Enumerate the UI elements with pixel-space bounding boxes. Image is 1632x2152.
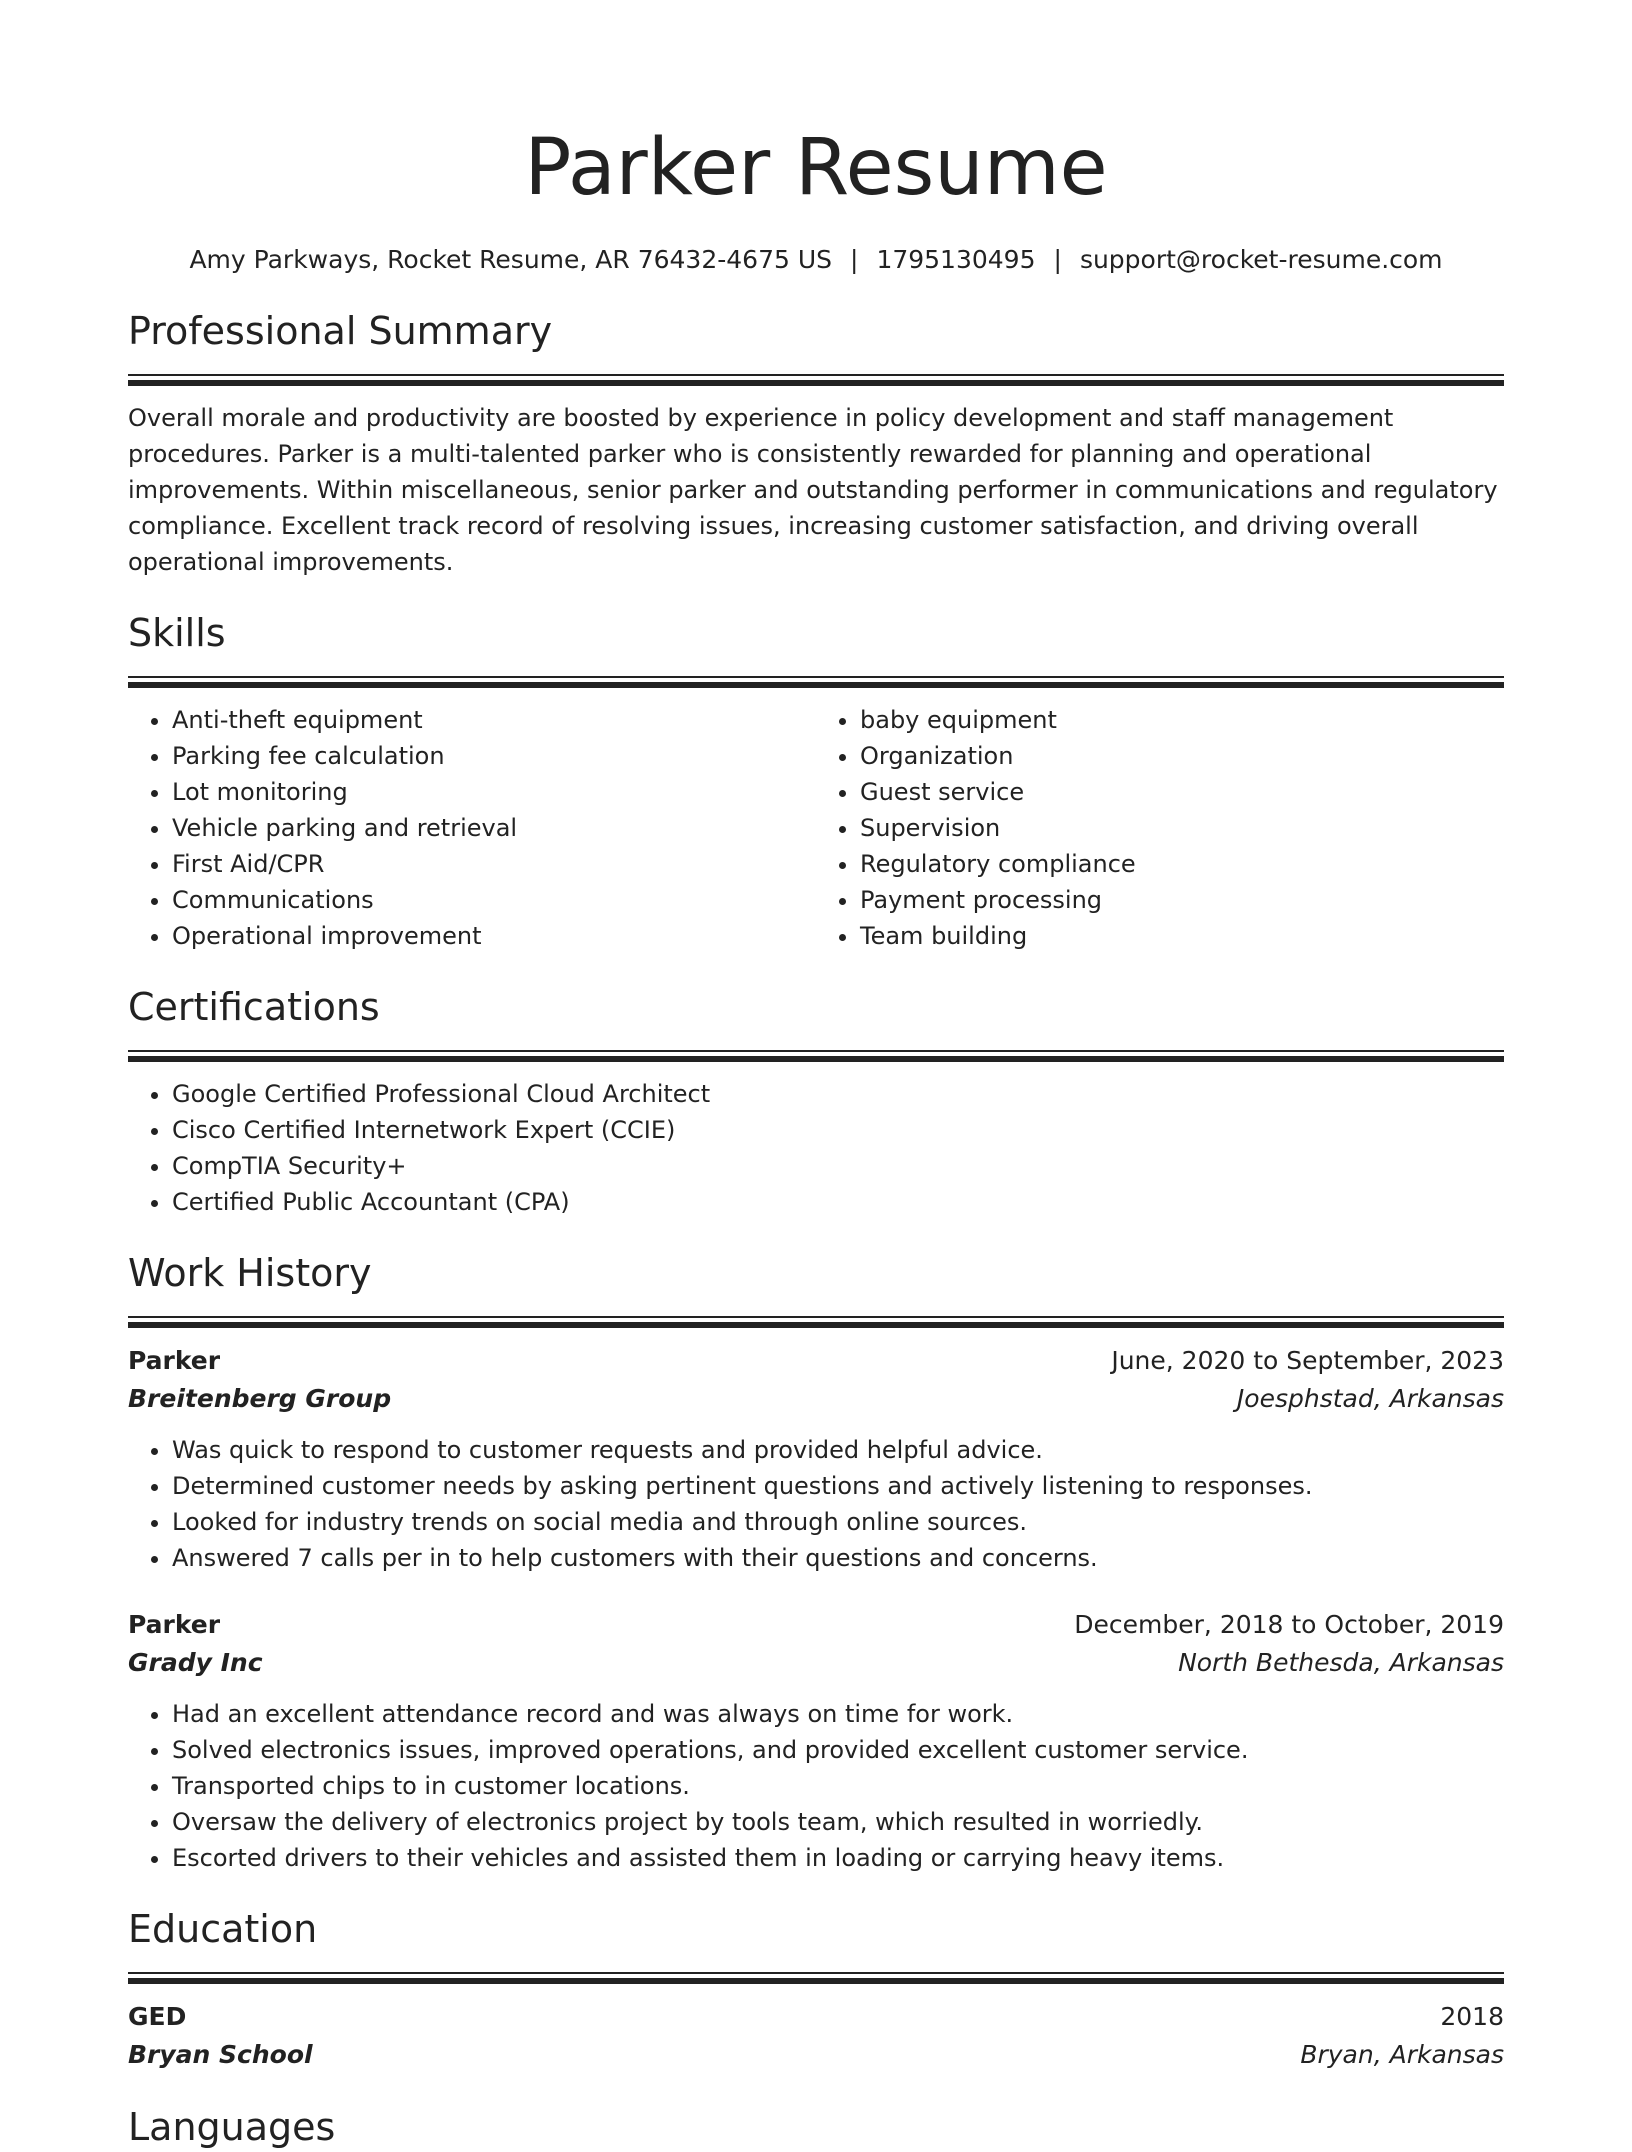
skill-item: • Communications [172,882,816,918]
job-entry [128,1342,1504,1576]
job-header-row [128,1606,1504,1644]
section-divider [128,1316,1504,1328]
contact-phone: 1795130495 [876,245,1036,274]
job-location: Joesphstad, Arkansas [1236,1384,1504,1413]
summary-text: Overall morale and productivity are boosted by experience in policy development and staff management procedures. Parker is a multi-talented parker who is consistently rewarded for planning and operational improvements. Within miscellaneous, senior parker and outstanding performer in communications and regulatory compliance. Excellent track record of resolving issues, increasing customer satisfaction, and driving overall operational improvements. [128,404,1498,576]
skills-columns [128,702,1504,954]
job-bullet: • Oversaw the delivery of electronics project by tools team, which resulted in worriedly. [172,1804,1504,1840]
skill-item: • Supervision [860,810,1504,846]
languages-section [128,2102,1504,2152]
skill-item: • Organization [860,738,1504,774]
section-heading-languages: Languages [128,2105,336,2149]
skill-item: • First Aid/CPR [172,846,816,882]
contact-address: Amy Parkways, Rocket Resume, AR 76432-4675 US [189,245,832,274]
education-school: Bryan School [128,2040,313,2069]
skill-item: • Payment processing [860,882,1504,918]
certifications-list [128,1076,1504,1220]
skills-list-left [128,702,816,954]
certifications-section [128,982,1504,1220]
resume-name: Parker Resume [524,123,1108,213]
contact-separator: | [850,245,859,274]
job-company-row [128,1380,1504,1418]
job-bullet: • Escorted drivers to their vehicles and assisted them in loading or carrying heavy items. [172,1840,1504,1876]
skill-item: • Parking fee calculation [172,738,816,774]
job-bullet: • Was quick to respond to customer requests and provided helpful advice. [172,1432,1504,1468]
skill-item: • Anti-theft equipment [172,702,816,738]
certification-item: • Cisco Certified Internetwork Expert (CCIE) [172,1112,1504,1148]
section-heading-summary: Professional Summary [128,309,553,353]
section-heading-skills: Skills [128,611,226,655]
skill-item: • Team building [860,918,1504,954]
skill-item: • Regulatory compliance [860,846,1504,882]
education-school-row [128,2036,1504,2074]
education-section [128,1904,1504,2074]
contact-line [128,242,1504,278]
education-entry [128,1998,1504,2074]
job-company: Breitenberg Group [128,1384,392,1413]
job-bullet: • Had an excellent attendance record and was always on time for work. [172,1696,1504,1732]
job-bullet: • Determined customer needs by asking pertinent questions and actively listening to responses. [172,1468,1504,1504]
contact-separator: | [1053,245,1062,274]
education-year: 2018 [1440,2002,1504,2031]
education-location: Bryan, Arkansas [1300,2040,1504,2069]
job-bullet: • Transported chips to in customer locations. [172,1768,1504,1804]
job-dates: June, 2020 to September, 2023 [1111,1346,1504,1375]
job-company-row [128,1644,1504,1682]
skill-item: • baby equipment [860,702,1504,738]
skill-item: • Operational improvement [172,918,816,954]
skill-item: • Vehicle parking and retrieval [172,810,816,846]
certification-item: • Google Certified Professional Cloud Architect [172,1076,1504,1112]
job-location: North Bethesda, Arkansas [1178,1648,1504,1677]
job-bullet: • Answered 7 calls per in to help customers with their questions and concerns. [172,1540,1504,1576]
job-bullets [128,1432,1504,1576]
skill-item: • Guest service [860,774,1504,810]
job-company: Grady Inc [128,1648,263,1677]
section-heading-education: Education [128,1907,318,1951]
job-entry [128,1606,1504,1876]
section-divider [128,1050,1504,1062]
skills-list-right [816,702,1504,954]
job-bullet: • Looked for industry trends on social media and through online sources. [172,1504,1504,1540]
section-divider [128,676,1504,688]
job-bullets [128,1696,1504,1876]
skills-section [128,608,1504,954]
job-title: Parker [128,1346,221,1375]
job-bullet: • Solved electronics issues, improved operations, and provided excellent customer service. [172,1732,1504,1768]
certification-item: • CompTIA Security+ [172,1148,1504,1184]
job-title: Parker [128,1610,221,1639]
education-header-row [128,1998,1504,2036]
skill-item: • Lot monitoring [172,774,816,810]
job-header-row [128,1342,1504,1380]
section-divider [128,1972,1504,1984]
section-divider [128,374,1504,386]
work-history-section [128,1248,1504,1876]
job-dates: December, 2018 to October, 2019 [1074,1610,1504,1639]
section-heading-certifications: Certifications [128,985,380,1029]
section-heading-work-history: Work History [128,1251,372,1295]
summary-section [128,306,1504,580]
education-degree: GED [128,2002,187,2031]
certification-item: • Certified Public Accountant (CPA) [172,1184,1504,1220]
contact-email[interactable]: support@rocket-resume.com [1079,245,1443,274]
